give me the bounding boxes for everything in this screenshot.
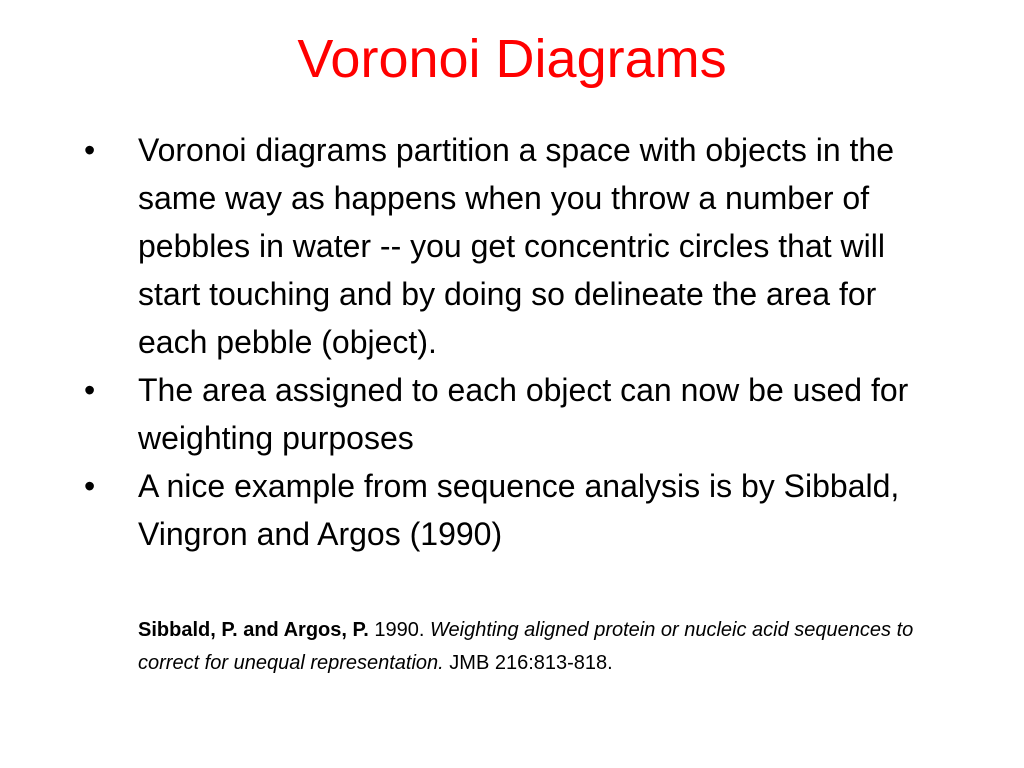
- reference-authors: Sibbald, P. and Argos, P.: [138, 619, 369, 641]
- bullet-icon: •: [84, 132, 96, 168]
- reference-year: 1990.: [374, 619, 425, 641]
- bullet-text: Voronoi diagrams partition a space with objects in the same way as happens when you throw a number of pebbles in water -- you get concentric circles that will start touching and by doing so delineate the area for each pebble (object).: [138, 132, 894, 360]
- slide-title: Voronoi Diagrams: [297, 29, 727, 89]
- bullet-item: [84, 366, 934, 462]
- bullet-text: A nice example from sequence analysis is by Sibbald, Vingron and Argos (1990): [138, 468, 900, 552]
- bullet-item: [84, 126, 934, 366]
- reference-citation: [138, 614, 928, 680]
- bullet-text: The area assigned to each object can now be used for weighting purposes: [138, 372, 909, 456]
- reference-journal: JMB 216:813-818.: [449, 652, 613, 674]
- reference-title: Weighting aligned protein or nucleic acid sequences to correct for unequal representation.: [138, 619, 914, 674]
- bullet-list: [84, 126, 934, 558]
- bullet-item: [84, 462, 934, 558]
- bullet-icon: •: [84, 468, 96, 504]
- bullet-icon: •: [84, 372, 96, 408]
